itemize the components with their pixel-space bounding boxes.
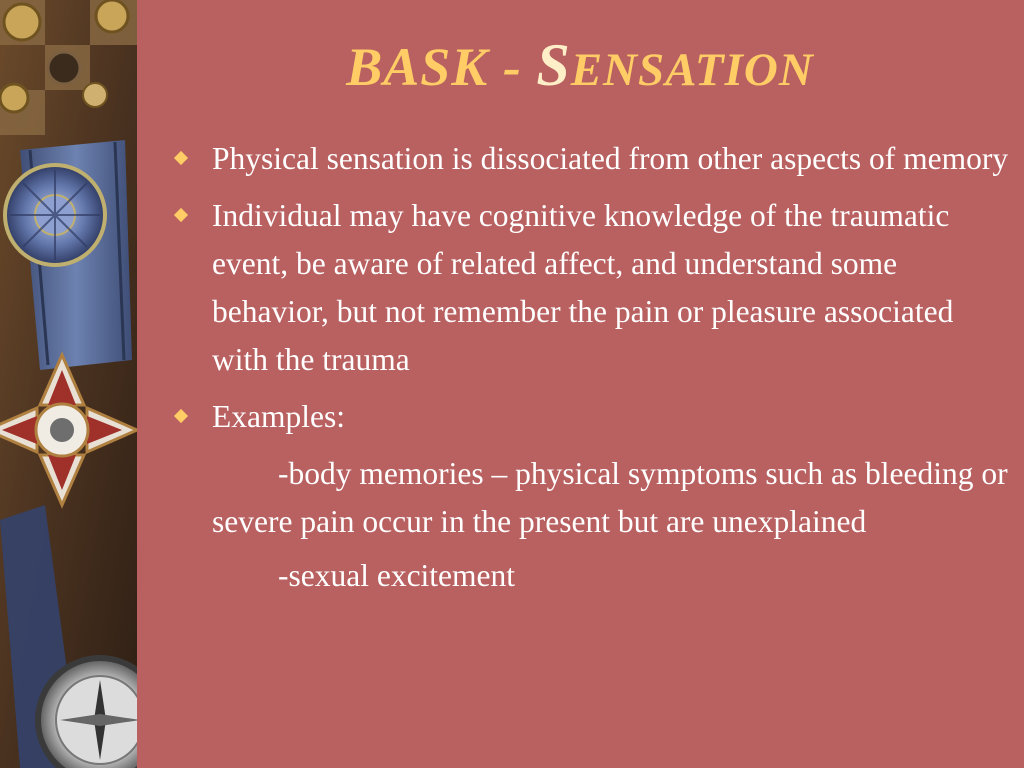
diamond-bullet-icon: [174, 208, 188, 222]
example-item: -sexual excitement: [278, 558, 516, 593]
bullet-text: Individual may have cognitive knowledge of the traumatic event, be aware of related affect, and understand some behavior, but not remember the pain or pleasure associated with the trauma: [212, 198, 954, 377]
medal-collage-icon: [0, 0, 137, 768]
bullet-item: [172, 192, 1012, 384]
slide-body: [172, 135, 1012, 606]
side-decoration-image: [0, 0, 137, 768]
bullet-item: [172, 393, 1012, 441]
bullet-item: [172, 135, 1012, 183]
bullet-text: Physical sensation is dissociated from other aspects of memory: [212, 141, 1009, 176]
slide-title: [150, 22, 1010, 113]
bullet-text: Examples:: [212, 399, 345, 434]
title-part-bask: BASK -: [346, 37, 537, 97]
title-part-ensation: ENSATION: [570, 44, 814, 96]
example-item: -body memories – physical symptoms such as bleeding or severe pain occur in the present but are unexplained: [212, 456, 1008, 539]
title-capital-letter: S: [536, 32, 571, 98]
diamond-bullet-icon: [174, 151, 188, 165]
diamond-bullet-icon: [174, 409, 188, 423]
